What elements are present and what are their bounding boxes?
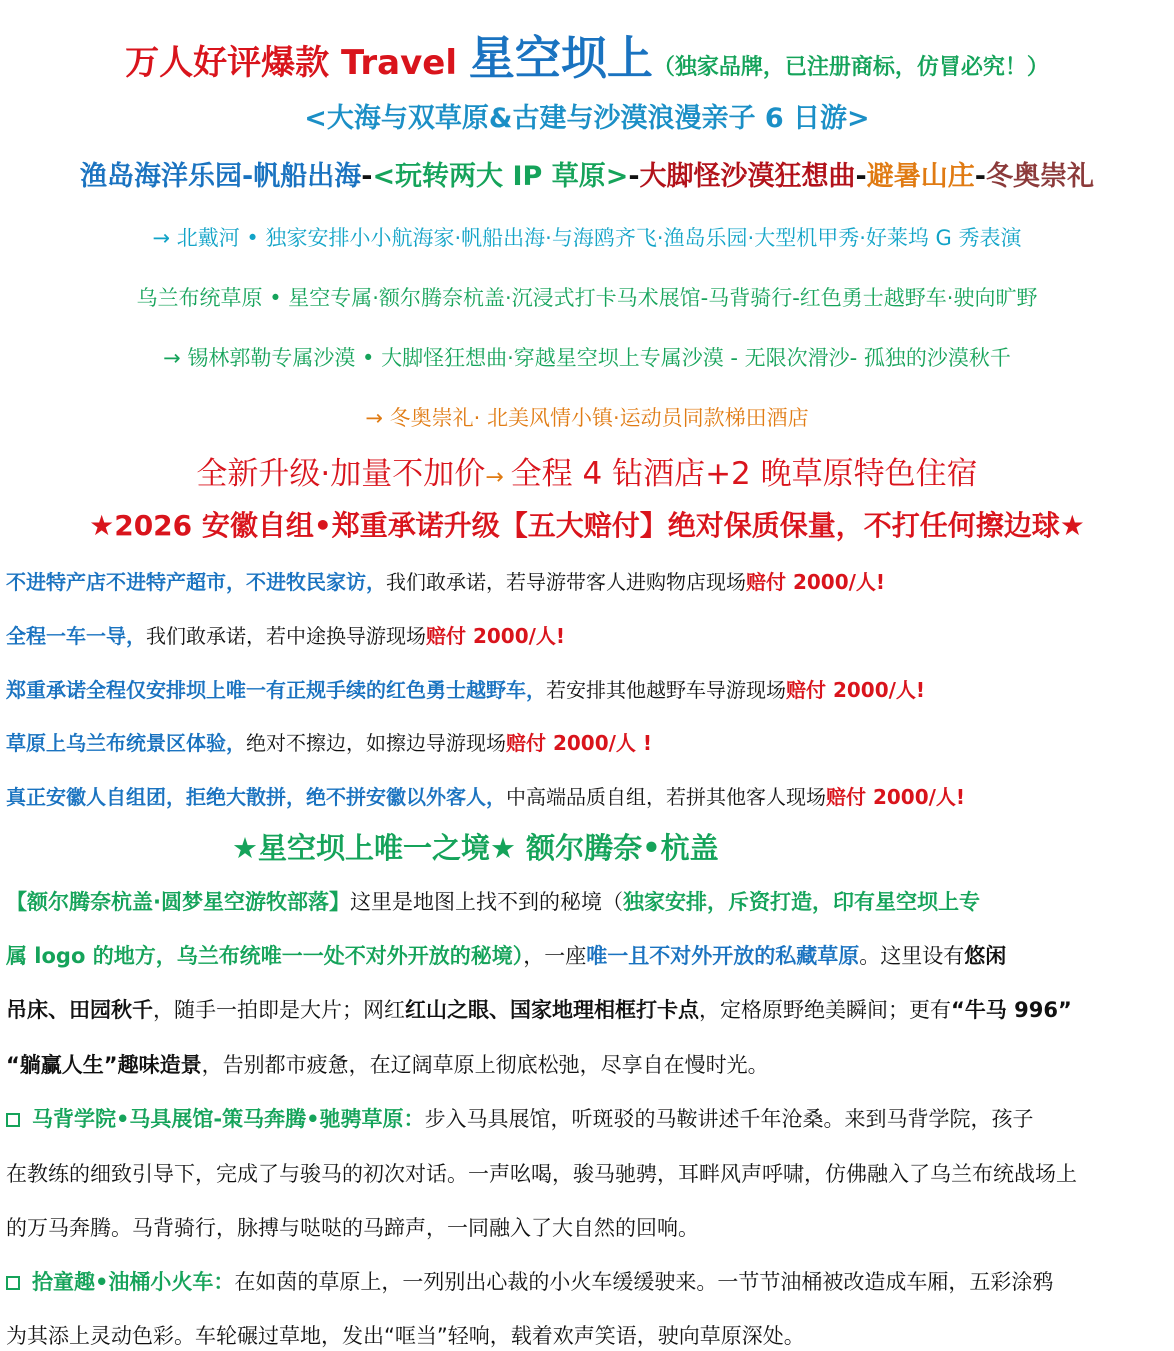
route-dash-3: - bbox=[855, 161, 867, 192]
para3-title: 拾童趣•油桶小火车： bbox=[32, 1270, 235, 1294]
checkbox-square-icon bbox=[6, 1113, 20, 1127]
promise-text: 中高端品质自组，若拼其他客人现场 bbox=[506, 785, 826, 809]
para2-text: 步入马具展馆，听斑驳的马鞍讲述千年沧桑。来到马背学院，孩子 bbox=[424, 1107, 1034, 1131]
promise-item bbox=[6, 620, 1166, 649]
para1-seg: ，定格原野绝美瞬间；更有 bbox=[699, 998, 951, 1022]
highlight-chongli: → 冬奥崇礼· 北美风情小镇·运动员同款梯田酒店 bbox=[365, 406, 809, 430]
route-seg-1: 渔岛海洋乐园-帆船出海 bbox=[80, 161, 362, 192]
route-dash-1: - bbox=[361, 161, 373, 192]
route-seg-4: 避暑山庄 bbox=[866, 161, 975, 192]
para2-line-1 bbox=[6, 1103, 1166, 1133]
checkbox-square-icon bbox=[6, 1276, 20, 1290]
para1-seg: “躺赢人生”趣味造景 bbox=[6, 1053, 202, 1077]
para1-seg: 红山之眼、国家地理相框打卡点 bbox=[405, 998, 699, 1022]
promise-title: ★2026 安徽自组•郑重承诺升级【五大赔付】绝对保质保量，不打任何擦边球★ bbox=[89, 509, 1085, 542]
trademark-note: （独家品牌，已注册商标，仿冒必究！） bbox=[652, 55, 1049, 80]
upgrade-arrow: → bbox=[485, 465, 511, 490]
route-seg-5: 冬奥崇礼 bbox=[985, 161, 1094, 192]
subtitle: <大海与双草原&古建与沙漠浪漫亲子 6 日游> bbox=[304, 103, 870, 134]
promise-pay: 赔付 2000/人! bbox=[826, 785, 966, 809]
para1-seg: 这里是地图上找不到的秘境（ bbox=[349, 890, 623, 914]
highlight-beidaihe: → 北戴河 • 独家安排小小航海家·帆船出海·与海鸥齐飞·渔岛乐园·大型机甲秀·好莱坞 G 秀表演 bbox=[152, 226, 1022, 250]
para1-seg: 吊床、田园秋千 bbox=[6, 998, 153, 1022]
para1-seg: 属 logo 的地方，乌兰布统唯一一处不对外开放的秘境） bbox=[6, 944, 524, 968]
highlight-desert: → 锡林郭勒专属沙漠 • 大脚怪狂想曲·穿越星空坝上专属沙漠 - 无限次滑沙- 孤独的沙漠秋千 bbox=[163, 346, 1011, 370]
para1-seg: ，告别都市疲惫，在辽阔草原上彻底松弛，尽享自在慢时光。 bbox=[201, 1053, 769, 1077]
route-line bbox=[0, 154, 1174, 193]
title-part1: 万人好评爆款 Travel bbox=[125, 43, 469, 83]
promise-pay: 赔付 2000/人 ! bbox=[506, 731, 653, 755]
upgrade-part1: 全新升级·加量不加价 bbox=[196, 456, 486, 492]
para3-text: 在如茵的草原上，一列别出心裁的小火车缓缓驶来。一节节油桶被改造成车厢，五彩涂鸦 bbox=[234, 1270, 1054, 1294]
para1-seg: “牛马 996” bbox=[951, 998, 1072, 1022]
para1-line-1 bbox=[6, 886, 1166, 916]
para1-seg: 。这里设有 bbox=[859, 944, 965, 968]
para3-line-2: 为其添上灵动色彩。车轮碾过草地，发出“哐当”轻响，载着欢声笑语，驶向草原深处。 bbox=[6, 1324, 805, 1348]
promise-pay: 赔付 2000/人! bbox=[786, 678, 926, 702]
promise-bold: 真正安徽人自组团，拒绝大散拼，绝不拼安徽以外客人， bbox=[6, 785, 506, 809]
para1-line-2 bbox=[6, 940, 1166, 970]
promise-bold: 不进特产店不进特产超市，不进牧民家访， bbox=[6, 570, 386, 594]
main-title bbox=[0, 22, 1174, 85]
promise-item bbox=[6, 781, 1166, 810]
section-title: ★星空坝上唯一之境★ 额尔腾奈•杭盖 bbox=[232, 831, 719, 865]
para2-title: 马背学院•马具展馆-策马奔腾•驰骋草原： bbox=[32, 1107, 425, 1131]
brand-name: 星空坝上 bbox=[468, 31, 653, 85]
para3-line-1 bbox=[6, 1266, 1166, 1296]
para1-seg: 悠闲 bbox=[964, 944, 1007, 968]
para2-line-3: 的万马奔腾。马背骑行，脉搏与哒哒的马蹄声，一同融入了大自然的回响。 bbox=[6, 1216, 699, 1240]
promise-text: 我们敢承诺，若导游带客人进购物店现场 bbox=[386, 570, 746, 594]
para1-seg: ，随手一拍即是大片；网红 bbox=[153, 998, 405, 1022]
promise-bold: 草原上乌兰布统景区体验， bbox=[6, 731, 246, 755]
upgrade-line bbox=[0, 448, 1174, 493]
promise-pay: 赔付 2000/人! bbox=[426, 624, 566, 648]
para1-line-4 bbox=[6, 1049, 1166, 1079]
route-dash-4: - bbox=[974, 161, 986, 192]
para1-seg: 唯一且不对外开放的私藏草原 bbox=[586, 944, 860, 968]
route-dash-2: - bbox=[628, 161, 640, 192]
para1-seg: 【额尔腾奈杭盖·圆梦星空游牧部落】 bbox=[6, 890, 350, 914]
promise-item bbox=[6, 727, 1166, 756]
promise-text: 我们敢承诺，若中途换导游现场 bbox=[146, 624, 426, 648]
para1-line-3 bbox=[6, 994, 1166, 1024]
promise-text: 绝对不擦边，如擦边导游现场 bbox=[246, 731, 506, 755]
promise-item bbox=[6, 566, 1166, 595]
para1-seg: 独家安排，斥资打造，印有星空坝上专 bbox=[622, 890, 980, 914]
promise-text: 若安排其他越野车导游现场 bbox=[546, 678, 786, 702]
promise-bold: 郑重承诺全程仅安排坝上唯一有正规手续的红色勇士越野车， bbox=[6, 678, 546, 702]
highlight-wulanbutong: 乌兰布统草原 • 星空专属·额尔腾奈杭盖·沉浸式打卡马术展馆-马背骑行-红色勇士越野车·驶向旷野 bbox=[136, 286, 1038, 310]
para2-line-2: 在教练的细致引导下，完成了与骏马的初次对话。一声吆喝，骏马驰骋，耳畔风声呼啸，仿佛融入了乌兰布统战场上 bbox=[6, 1162, 1077, 1186]
promise-pay: 赔付 2000/人! bbox=[746, 570, 886, 594]
promise-item bbox=[6, 674, 1166, 703]
upgrade-part2: 全程 4 钻酒店+2 晚草原特色住宿 bbox=[510, 456, 978, 492]
route-seg-3: 大脚怪沙漠狂想曲 bbox=[639, 161, 856, 192]
promise-bold: 全程一车一导， bbox=[6, 624, 146, 648]
para1-seg: ，一座 bbox=[523, 944, 587, 968]
route-seg-2: <玩转两大 IP 草原> bbox=[372, 161, 629, 192]
